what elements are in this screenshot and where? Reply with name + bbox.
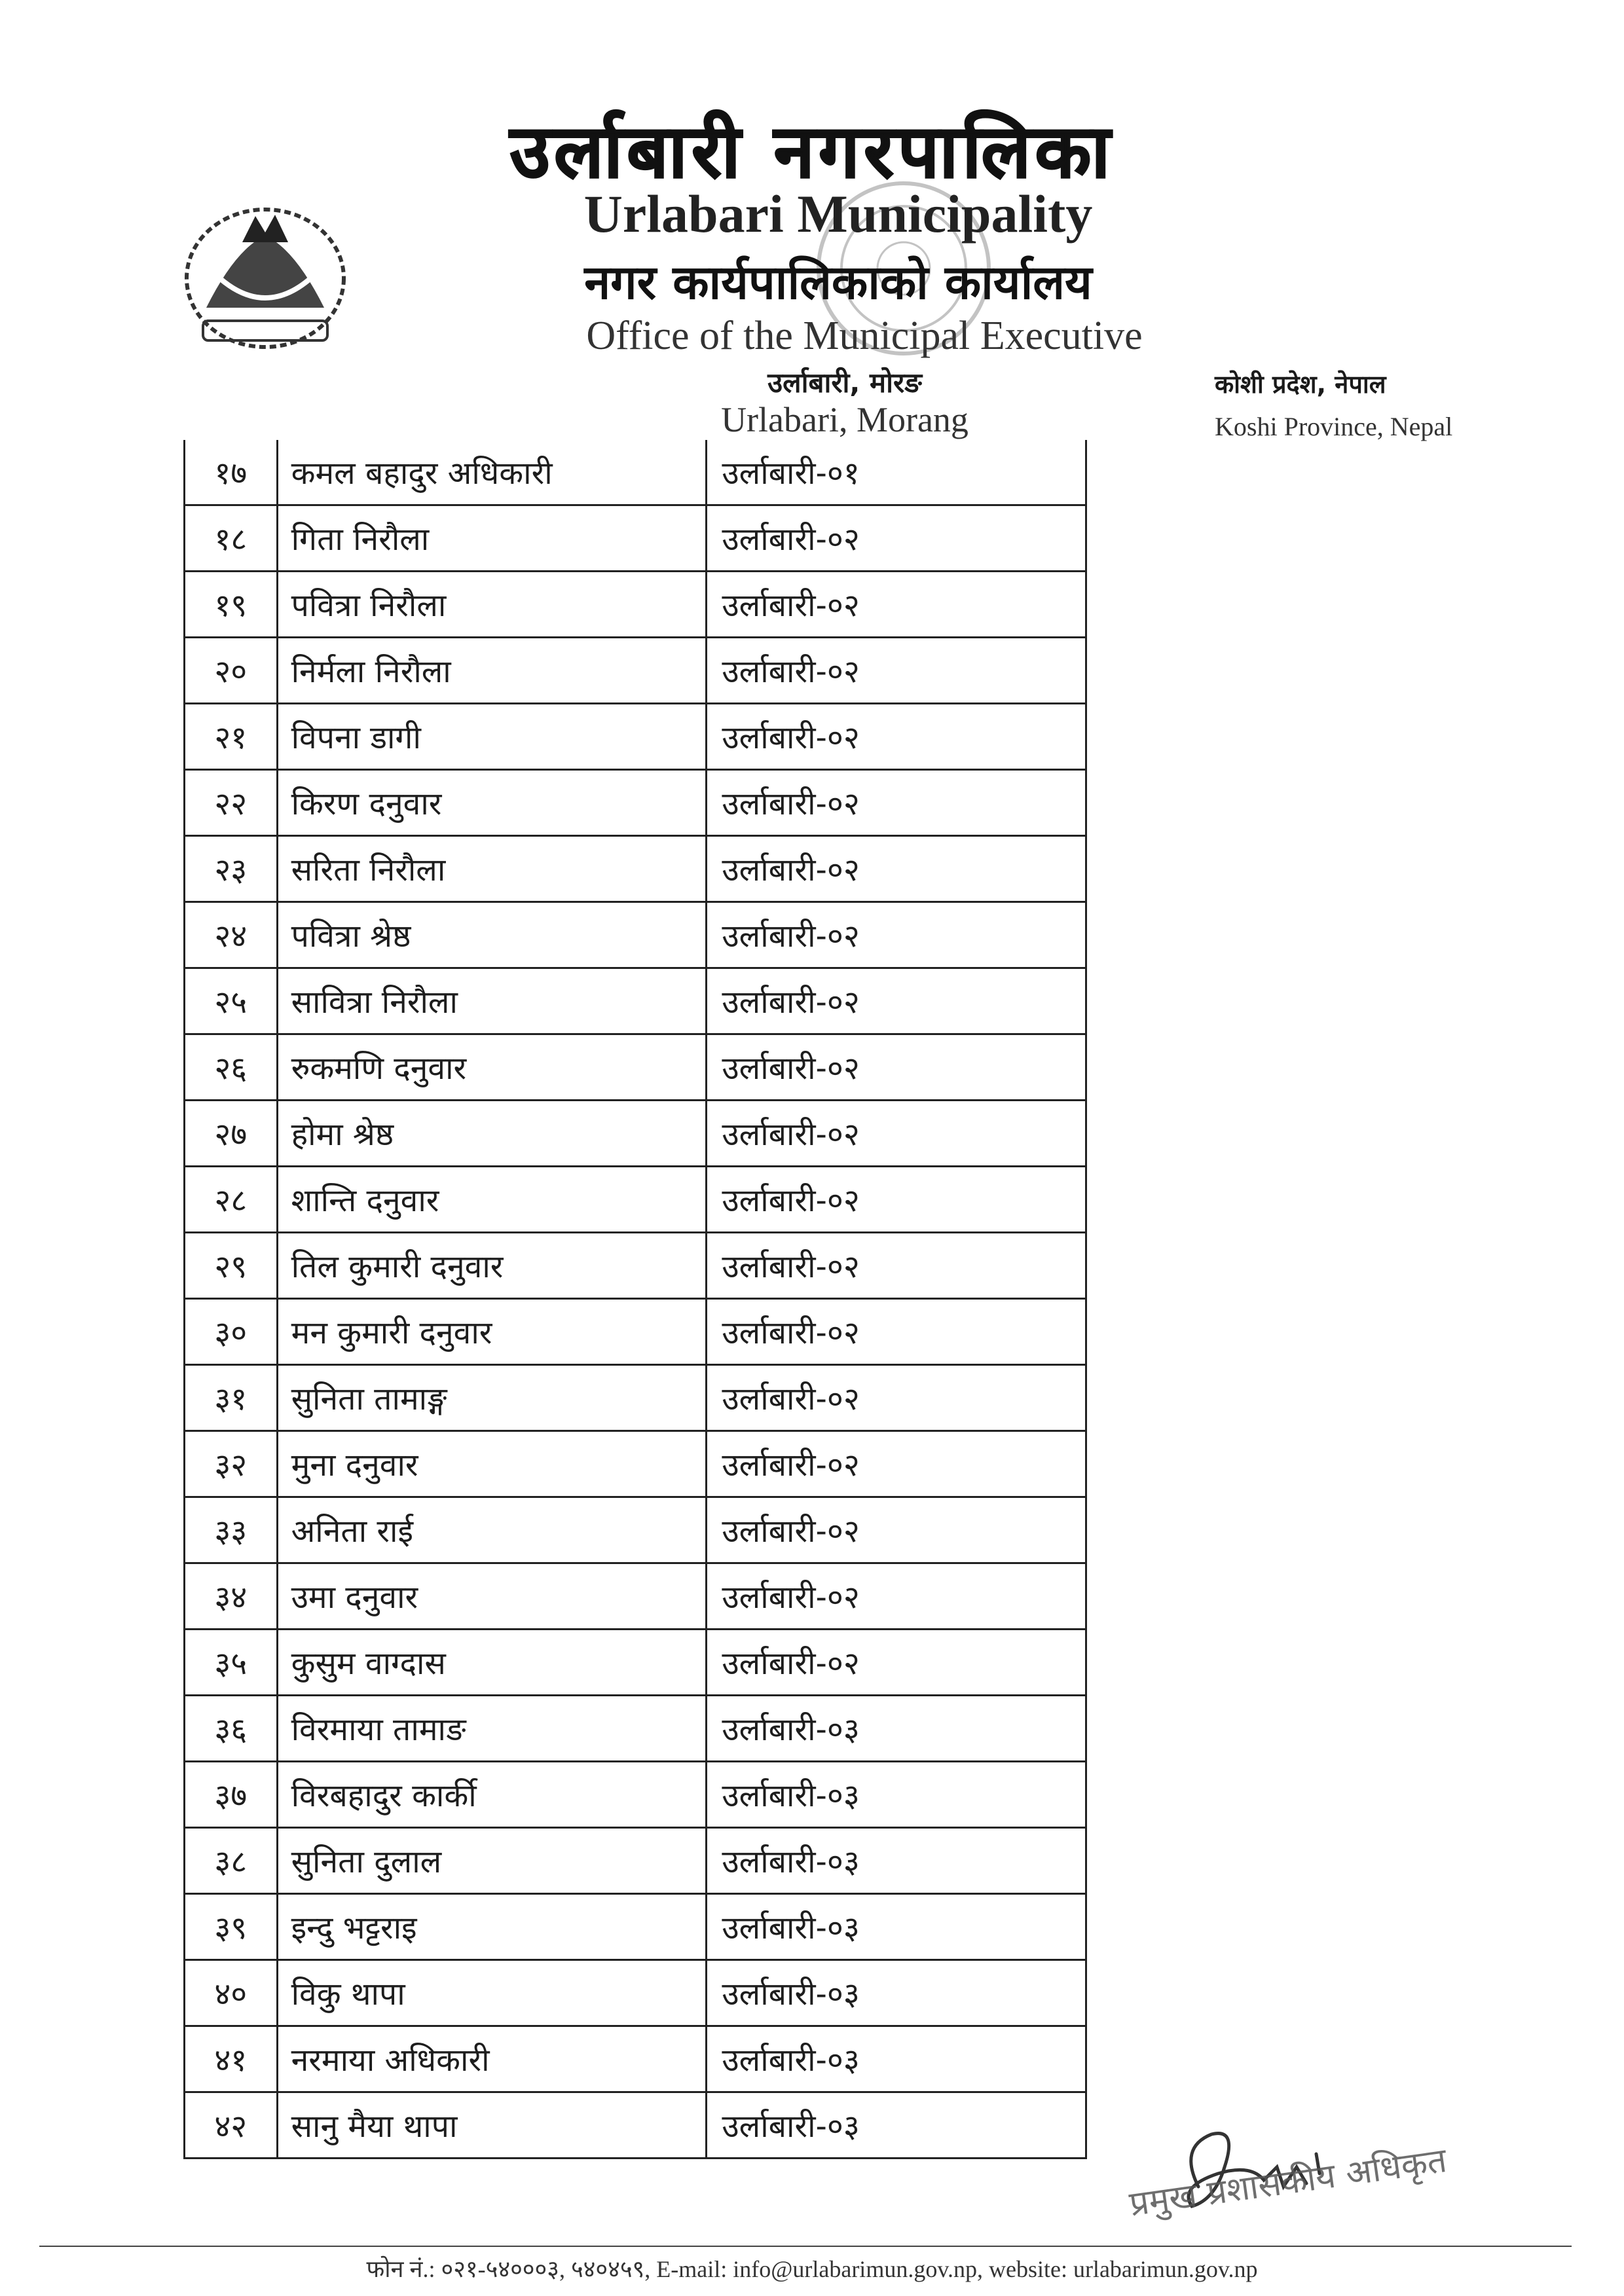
table-row: [185, 1828, 1086, 1894]
address-cell: उर्लाबारी-०२: [707, 770, 1086, 836]
table-row: [185, 902, 1086, 968]
serial-number-cell: २९: [185, 1233, 278, 1299]
address-cell: उर्लाबारी-०२: [707, 1167, 1086, 1233]
address-cell: उर्लाबारी-०२: [707, 1630, 1086, 1696]
serial-number-cell: २०: [185, 638, 278, 704]
table-row: [185, 1101, 1086, 1167]
table-row: [185, 505, 1086, 572]
name-cell: शान्ति दनुवार: [277, 1167, 707, 1233]
name-cell: उमा दनुवार: [277, 1563, 707, 1630]
name-cell: सावित्रा निरौला: [277, 968, 707, 1034]
address-cell: उर्लाबारी-०२: [707, 1431, 1086, 1497]
table-row: [185, 1233, 1086, 1299]
name-cell: गिता निरौला: [277, 505, 707, 572]
name-cell: नरमाया अधिकारी: [277, 2026, 707, 2092]
address-cell: उर्लाबारी-०२: [707, 836, 1086, 902]
name-cell: कुसुम वाग्दास: [277, 1630, 707, 1696]
province-np: कोशी प्रदेश, नेपाल: [1215, 370, 1386, 399]
serial-number-cell: २२: [185, 770, 278, 836]
address-cell: उर्लाबारी-०२: [707, 505, 1086, 572]
table-row: [185, 1167, 1086, 1233]
address-cell: उर्लाबारी-०२: [707, 1101, 1086, 1167]
serial-number-cell: ४२: [185, 2092, 278, 2159]
name-cell: अनिता राई: [277, 1497, 707, 1563]
address-np: उर्लाबारी, मोरङ: [767, 367, 922, 399]
address-cell: उर्लाबारी-०२: [707, 1233, 1086, 1299]
name-cell: विपना डागी: [277, 704, 707, 770]
name-cell: किरण दनुवार: [277, 770, 707, 836]
name-cell: पवित्रा श्रेष्ठ: [277, 902, 707, 968]
table-row: [185, 1894, 1086, 1960]
province-en: Koshi Province, Nepal: [1215, 412, 1453, 441]
table-row: [185, 968, 1086, 1034]
serial-number-cell: ३०: [185, 1299, 278, 1365]
table-row: [185, 836, 1086, 902]
table-row: [185, 770, 1086, 836]
serial-number-cell: ३३: [185, 1497, 278, 1563]
address-cell: उर्लाबारी-०२: [707, 1365, 1086, 1431]
address-cell: उर्लाबारी-०३: [707, 1762, 1086, 1828]
table-row: [185, 1762, 1086, 1828]
name-cell: कमल बहादुर अधिकारी: [277, 440, 707, 505]
name-cell: रुकमणि दनुवार: [277, 1034, 707, 1101]
serial-number-cell: ३९: [185, 1894, 278, 1960]
name-cell: सानु मैया थापा: [277, 2092, 707, 2159]
table-row: [185, 1630, 1086, 1696]
name-cell: विकु थापा: [277, 1960, 707, 2026]
address-cell: उर्लाबारी-०२: [707, 572, 1086, 638]
serial-number-cell: ३६: [185, 1696, 278, 1762]
name-cell: इन्दु भट्टराइ: [277, 1894, 707, 1960]
address-cell: उर्लाबारी-०३: [707, 2092, 1086, 2159]
address-cell: उर्लाबारी-०२: [707, 1299, 1086, 1365]
serial-number-cell: २६: [185, 1034, 278, 1101]
table-row: [185, 704, 1086, 770]
table-row: [185, 1431, 1086, 1497]
serial-number-cell: २३: [185, 836, 278, 902]
name-cell: सुनिता तामाङ्ग: [277, 1365, 707, 1431]
table-row: [185, 1497, 1086, 1563]
serial-number-cell: ३५: [185, 1630, 278, 1696]
table-row: [185, 1696, 1086, 1762]
name-cell: विरमाया तामाङ: [277, 1696, 707, 1762]
serial-number-cell: २७: [185, 1101, 278, 1167]
beneficiary-table: [183, 440, 1087, 2159]
office-title-en: Office of the Municipal Executive: [586, 314, 1143, 358]
address-cell: उर्लाबारी-०२: [707, 1034, 1086, 1101]
address-cell: उर्लाबारी-०३: [707, 1960, 1086, 2026]
serial-number-cell: ३७: [185, 1762, 278, 1828]
serial-number-cell: ३४: [185, 1563, 278, 1630]
serial-number-cell: १९: [185, 572, 278, 638]
name-cell: सुनिता दुलाल: [277, 1828, 707, 1894]
name-cell: विरबहादुर कार्की: [277, 1762, 707, 1828]
address-cell: उर्लाबारी-०२: [707, 638, 1086, 704]
serial-number-cell: ३१: [185, 1365, 278, 1431]
name-cell: पवित्रा निरौला: [277, 572, 707, 638]
serial-number-cell: १७: [185, 440, 278, 505]
name-cell: सरिता निरौला: [277, 836, 707, 902]
table-row: [185, 572, 1086, 638]
address-cell: उर्लाबारी-०३: [707, 1828, 1086, 1894]
address-cell: उर्लाबारी-०१: [707, 440, 1086, 505]
serial-number-cell: २५: [185, 968, 278, 1034]
municipality-title-np: उर्लाबारी नगरपालिका: [509, 109, 1115, 194]
footer-divider: [39, 2246, 1572, 2247]
table-row: [185, 1365, 1086, 1431]
table-row: [185, 2026, 1086, 2092]
address-cell: उर्लाबारी-०३: [707, 1894, 1086, 1960]
table-row: [185, 1563, 1086, 1630]
serial-number-cell: १८: [185, 505, 278, 572]
serial-number-cell: २८: [185, 1167, 278, 1233]
address-cell: उर्लाबारी-०३: [707, 2026, 1086, 2092]
table-row: [185, 1034, 1086, 1101]
address-cell: उर्लाबारी-०२: [707, 704, 1086, 770]
serial-number-cell: २४: [185, 902, 278, 968]
office-title-np: नगर कार्यपालिकाको कार्यालय: [584, 255, 1092, 310]
address-cell: उर्लाबारी-०२: [707, 1497, 1086, 1563]
table-row: [185, 1960, 1086, 2026]
municipality-title-en: Urlabari Municipality: [583, 184, 1093, 244]
address-cell: उर्लाबारी-०२: [707, 902, 1086, 968]
table-body: [185, 440, 1086, 2159]
address-en: Urlabari, Morang: [721, 400, 969, 439]
serial-number-cell: ४०: [185, 1960, 278, 2026]
serial-number-cell: ३२: [185, 1431, 278, 1497]
footer-contact: फोन नं.: ०२१-५४०००३, ५४०४५९, E-mail: info@urlabarimun.gov.np, website: urlabarimun.gov.np: [366, 2256, 1258, 2282]
address-cell: उर्लाबारी-०३: [707, 1696, 1086, 1762]
serial-number-cell: २१: [185, 704, 278, 770]
table-row: [185, 1299, 1086, 1365]
table-row: [185, 2092, 1086, 2159]
address-cell: उर्लाबारी-०२: [707, 968, 1086, 1034]
signatory-title: प्रमुख प्रशासकीय अधिकृत: [1127, 2140, 1449, 2225]
serial-number-cell: ३८: [185, 1828, 278, 1894]
name-cell: मन कुमारी दनुवार: [277, 1299, 707, 1365]
table-row: [185, 638, 1086, 704]
address-cell: उर्लाबारी-०२: [707, 1563, 1086, 1630]
name-cell: निर्मला निरौला: [277, 638, 707, 704]
name-cell: तिल कुमारी दनुवार: [277, 1233, 707, 1299]
serial-number-cell: ४१: [185, 2026, 278, 2092]
name-cell: मुना दनुवार: [277, 1431, 707, 1497]
table-row: [185, 440, 1086, 505]
name-cell: होमा श्रेष्ठ: [277, 1101, 707, 1167]
